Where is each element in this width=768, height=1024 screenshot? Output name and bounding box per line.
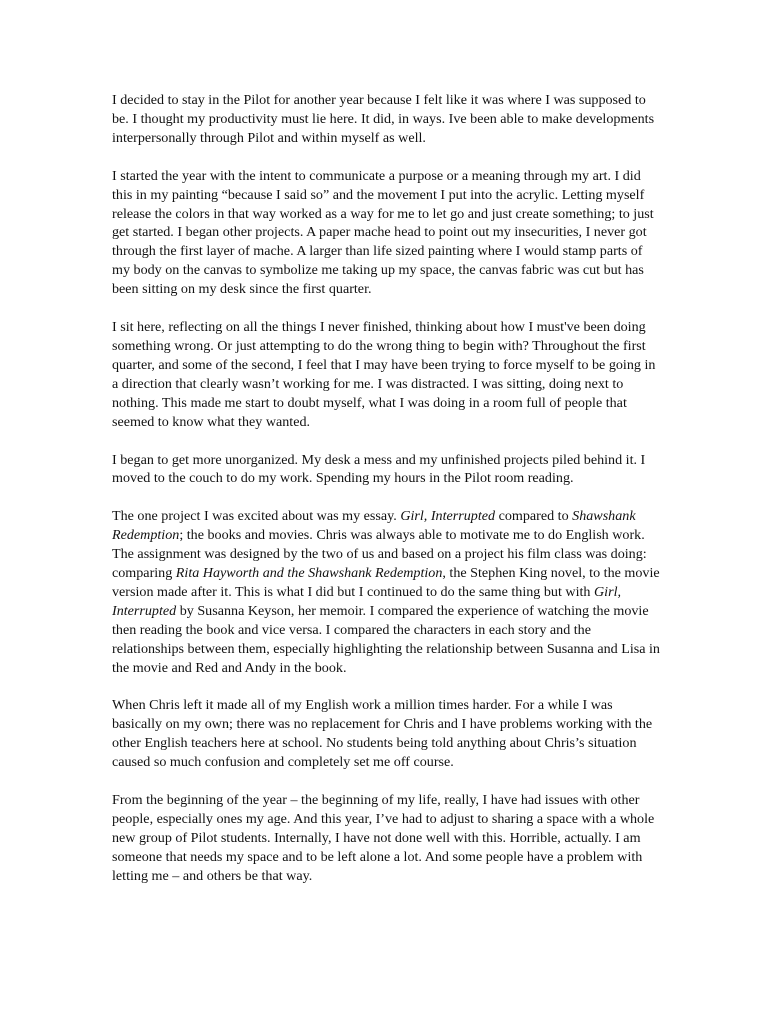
title-girl-interrupted: Girl, Interrupted bbox=[400, 508, 496, 525]
paragraph-3: I sit here, reflecting on all the things I never finished, thinking about how I must've been doing something wrong. Or just attempting to do the wrong thing to begin with? Throughout the first quarter, and some of the second, I feel that I may have been trying to force myself to be going in a direction that clearly wasn’t working for me. I was distracted. I was sitting, doing next to nothing. This made me start to doubt myself, what I was doing in a room full of people that seemed to know what they wanted. bbox=[112, 319, 656, 430]
title-girl-interrupted: Girl, Interrupted bbox=[112, 583, 622, 619]
paragraph-5-text: by Susanna Keyson, her memoir. I compared the experience of watching the movie then reading the book and vice versa. I compared the characters in each story and the relationships between them, especially highlighting the relationship between Susanna and Lisa in the movie and Red and Andy in the book. bbox=[112, 602, 660, 676]
paragraph-1: I decided to stay in the Pilot for another year because I felt like it was where I was supposed to be. I thought my productivity must lie here. It did, in ways. Ive been able to make developments interpersonally through Pilot and within myself as well. bbox=[112, 92, 655, 146]
paragraph-5 bbox=[112, 507, 660, 677]
paragraph-4: I began to get more unorganized. My desk a mess and my unfinished projects piled behind it. I moved to the couch to do my work. Spending my hours in the Pilot room reading. bbox=[112, 451, 646, 487]
paragraph-2: I started the year with the intent to communicate a purpose or a meaning through my art. I did this in my painting “because I said so” and the movement I put into the acrylic. Letting myself release the colors in that way worked as a way for me to let go and just create something; to just get started. I began other projects. A paper mache head to point out my insecurities, I never got through the first layer of mache. A larger than life sized painting where I would stamp parts of my body on the canvas to symbolize me taking up my space, the canvas fabric was cut but has been sitting on my desk since the first quarter. bbox=[112, 167, 654, 298]
paragraph-5-text: compared to bbox=[495, 508, 573, 525]
title-shawshank-redemption: Shawshank Redemption bbox=[112, 508, 636, 544]
paragraph-7: From the beginning of the year – the beginning of my life, really, I have had issues with other people, especially ones my age. And this year, I’ve had to adjust to sharing a space with a whole new group of Pilot students. Internally, I have not done well with this. Horrible, actually. I am someone that needs my space and to be left alone a lot. And some people have a problem with letting me – and others be that way. bbox=[112, 792, 655, 884]
paragraph-5-text: , the Stephen King novel, to the movie version made after it. This is what I did but I continued to do the same thing but with bbox=[112, 565, 660, 600]
title-rita-hayworth: Rita Hayworth and the Shawshank Redemption bbox=[175, 565, 443, 582]
paragraph-5-text: ; the books and movies. Chris was always able to motivate me to do English work. The assignment was designed by the two of us and based on a project his film class was doing: comparing bbox=[112, 527, 647, 582]
paragraph-6: When Chris left it made all of my English work a million times harder. For a while I was basically on my own; there was no replacement for Chris and I have problems working with the other English teachers here at school. No students being told anything about Chris’s situation caused so much confusion and completely set me off course. bbox=[112, 697, 653, 771]
document-body bbox=[112, 91, 660, 886]
paragraph-5-text: The one project I was excited about was my essay. bbox=[112, 508, 401, 525]
